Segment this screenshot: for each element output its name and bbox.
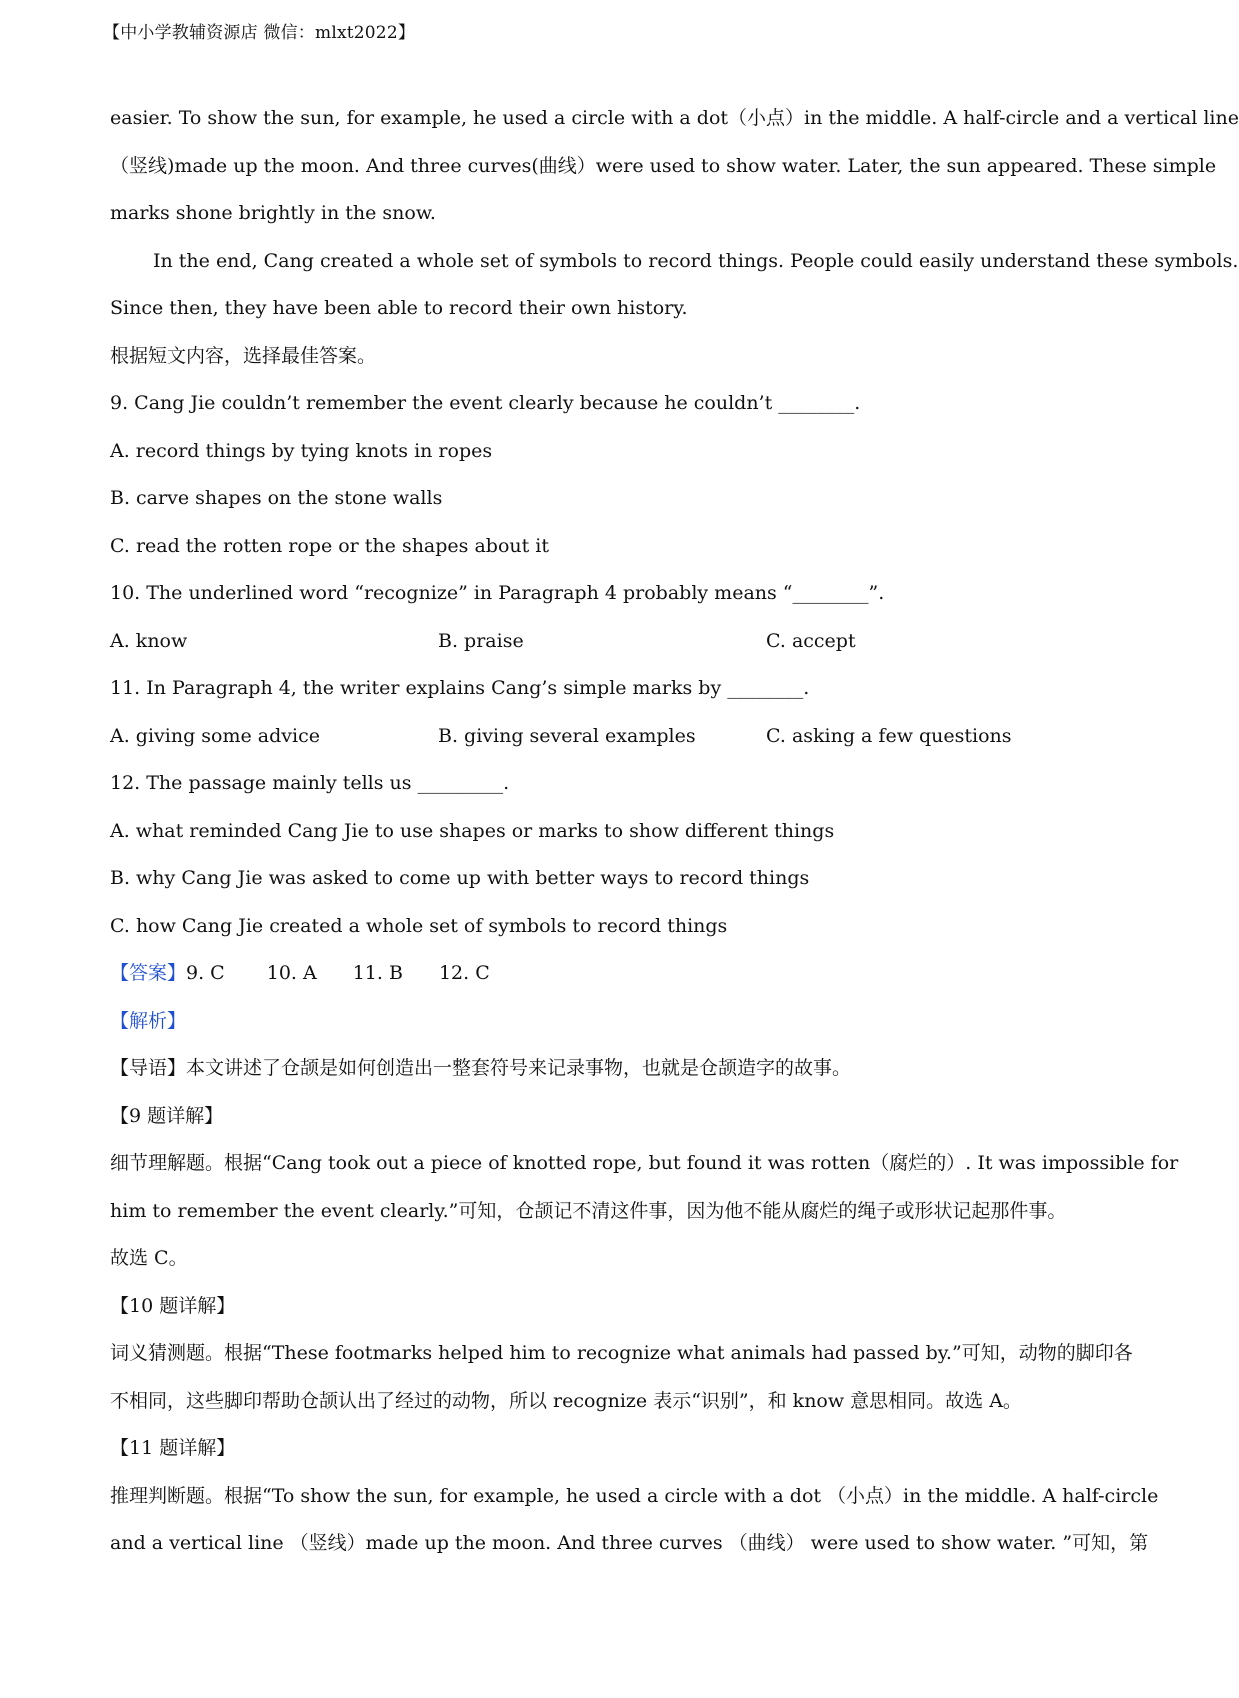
detail-title: 【10 题详解】 <box>110 1294 236 1317</box>
answer-item: 10. A <box>266 962 317 984</box>
question-option: C. asking a few questions <box>766 724 1012 747</box>
answer-item: 9. C <box>186 962 225 984</box>
detail-line: 推理判断题。根据“To show the sun, for example, he used a circle with a dot （小点）in the middle. A half-circle <box>110 1484 1159 1507</box>
question-option: C. read the rotten rope or the shapes about it <box>110 534 550 557</box>
question-options-row <box>110 713 1100 761</box>
question-option: A. what reminded Cang Jie to use shapes or marks to show different things <box>110 819 835 842</box>
question-stem: 11. In Paragraph 4, the writer explains Cang’s simple marks by ________. <box>110 677 810 699</box>
question-option: B. giving several examples <box>438 724 696 747</box>
detail-line: 不相同，这些脚印帮助仓颉认出了经过的动物，所以 recognize 表示“识别”，和 know 意思相同。故选 A。 <box>110 1389 1022 1412</box>
question-option: B. praise <box>438 629 524 652</box>
question-option: B. carve shapes on the stone walls <box>110 487 443 509</box>
question-option: C. how Cang Jie created a whole set of symbols to record things <box>110 914 728 937</box>
answer-line <box>110 950 1100 998</box>
detail-title: 【11 题详解】 <box>110 1437 236 1459</box>
guide-text: 【导语】本文讲述了仓颉是如何创造出一整套符号来记录事物，也就是仓颉造字的故事。 <box>110 1057 852 1079</box>
detail-line: and a vertical line （竖线）made up the moon. And three curves （曲线） were used to show water. ”可知，第 <box>110 1532 1149 1554</box>
question-stem: 10. The underlined word “recognize” in Paragraph 4 probably means “________”. <box>110 582 885 604</box>
passage-line: （竖线)made up the moon. And three curves(曲线）were used to show water. Later, the sun appeared. These simple <box>110 154 1217 177</box>
question-option: C. accept <box>766 629 856 652</box>
analysis-label: 【解析】 <box>110 1009 187 1032</box>
question-stem: 12. The passage mainly tells us _________. <box>110 772 510 794</box>
detail-line: 词义猜测题。根据“These footmarks helped him to recognize what animals had passed by.”可知，动物的脚印各 <box>110 1342 1133 1364</box>
instruction: 根据短文内容，选择最佳答案。 <box>110 344 377 367</box>
detail-line: 故选 C。 <box>110 1247 188 1269</box>
passage-line: In the end, Cang created a whole set of symbols to record things. People could easily understand these symbols. <box>153 249 1239 272</box>
question-option: A. giving some advice <box>110 724 320 747</box>
answer-label: 【答案】 <box>110 962 187 984</box>
passage-line: marks shone brightly in the snow. <box>110 202 436 224</box>
detail-line: him to remember the event clearly.”可知，仓颉记不清这件事，因为他不能从腐烂的绳子或形状记起那件事。 <box>110 1199 1067 1222</box>
question-option: B. why Cang Jie was asked to come up with better ways to record things <box>110 867 810 889</box>
question-option: A. record things by tying knots in ropes <box>110 439 493 462</box>
question-stem: 9. Cang Jie couldn’t remember the event clearly because he couldn’t ________. <box>110 392 861 414</box>
detail-title: 【9 题详解】 <box>110 1104 224 1127</box>
passage-line: easier. To show the sun, for example, he used a circle with a dot（小点）in the middle. A half-circle and a vertical line <box>110 107 1239 129</box>
question-options-row <box>110 618 1100 666</box>
passage-line: Since then, they have been able to record their own history. <box>110 297 688 319</box>
answer-item: 12. C <box>438 962 490 984</box>
answer-item: 11. B <box>352 962 403 984</box>
page-header: 【中小学教辅资源店 微信：mlxt2022】 <box>103 23 416 43</box>
document-body <box>110 95 1239 1568</box>
question-option: A. know <box>110 629 188 652</box>
detail-line: 细节理解题。根据“Cang took out a piece of knotted rope, but found it was rotten（腐烂的）. It was impossible for <box>110 1152 1179 1174</box>
